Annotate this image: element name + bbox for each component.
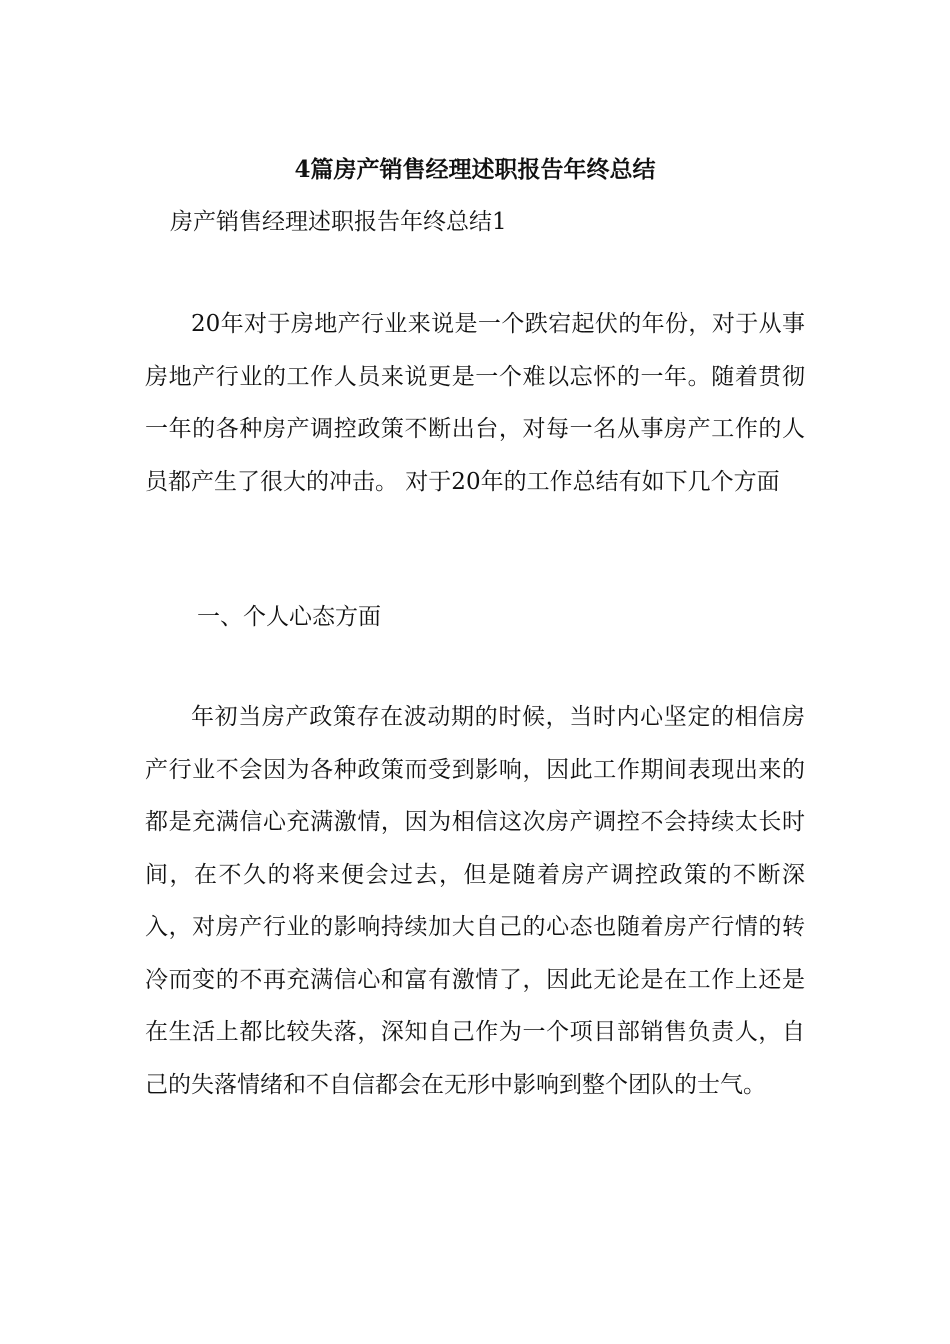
intro-paragraph: 20年对于房地产行业来说是一个跌宕起伏的年份，对于从事房地产行业的工作人员来说更是一个难以忘怀的一年。随着贯彻一年的各种房产调控政策不断出台，对每一名从事房产工作的人员都产生了很大的冲击。 对于20年的工作总结有如下几个方面 — [145, 311, 805, 495]
document-title: 4篇房产销售经理述职报告年终总结 — [294, 156, 656, 183]
section-heading: 一、个人心态方面 — [197, 604, 381, 630]
document-subtitle: 房产销售经理述职报告年终总结1 — [170, 209, 507, 235]
body-paragraph: 年初当房产政策存在波动期的时候，当时内心坚定的相信房产行业不会因为各种政策而受到影响，因此工作期间表现出来的都是充满信心充满激情，因为相信这次房产调控不会持续太长时间，在不久的将来便会过去，但是随着房产调控政策的不断深入，对房产行业的影响持续加大自己的心态也随着房产行情的转冷而变的不再充满信心和富有激情了，因此无论是在工作上还是在生活上都比较失落，深知自己作为一个项目部销售负责人，自己的失落情绪和不自信都会在无形中影响到整个团队的士气。 — [145, 704, 805, 1098]
